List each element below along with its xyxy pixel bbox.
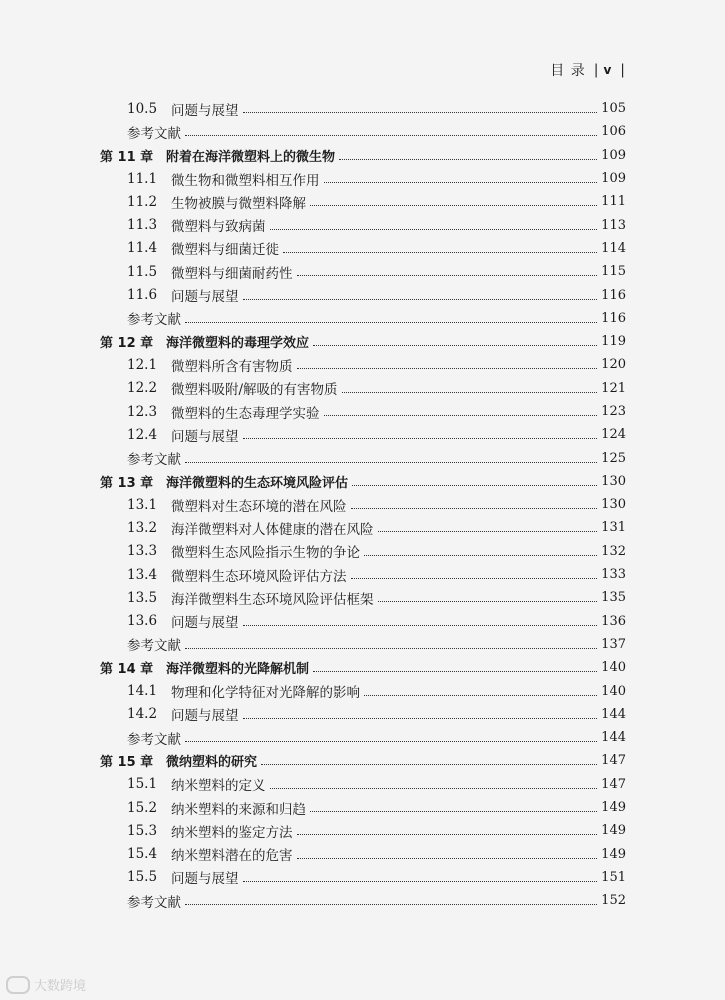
entry-title: 参考文献: [127, 452, 181, 469]
dot-leader: [270, 788, 598, 789]
header-label: 目 录: [550, 63, 586, 79]
section-number: 15.5: [127, 869, 158, 886]
section-number: 13.1: [127, 496, 158, 513]
entry-page-number: 115: [601, 264, 626, 280]
dot-leader: [297, 368, 598, 369]
toc-section-row[interactable]: [100, 843, 626, 866]
entry-title: 微塑料与致病菌: [171, 219, 266, 236]
toc-section-row[interactable]: [100, 97, 626, 120]
entry-page-number: 123: [601, 404, 626, 419]
section-number: 11.4: [127, 240, 158, 257]
entry-page-number: 151: [601, 869, 626, 885]
toc-section-row[interactable]: [100, 540, 626, 563]
dot-leader: [378, 601, 598, 602]
toc-section-row[interactable]: [100, 610, 626, 633]
toc-references-row[interactable]: [100, 726, 626, 749]
entry-page-number: 109: [601, 171, 626, 187]
section-number: 12.1: [127, 356, 158, 373]
toc-section-row[interactable]: [100, 679, 626, 702]
entry-page-number: 149: [601, 846, 626, 862]
entry-page-number: 149: [601, 823, 626, 839]
entry-title: 问题与展望: [171, 289, 239, 306]
toc-section-row[interactable]: [100, 213, 626, 236]
toc-section-row[interactable]: [100, 167, 626, 190]
toc-section-row[interactable]: [100, 377, 626, 400]
dot-leader: [243, 625, 598, 626]
toc-chapter-row[interactable]: [100, 144, 626, 167]
entry-page-number: 125: [601, 450, 626, 466]
dot-leader: [185, 322, 597, 323]
entry-title: 微纳塑料的研究: [166, 755, 258, 771]
entry-title: 微塑料的生态毒理学实验: [171, 405, 320, 422]
toc-section-row[interactable]: [100, 493, 626, 516]
section-number: 11.5: [127, 263, 158, 280]
entry-title: 微塑料对生态环境的潜在风险: [171, 498, 347, 515]
toc-chapter-row[interactable]: [100, 470, 626, 493]
toc-references-row[interactable]: [100, 633, 626, 656]
section-number: 10.5: [127, 100, 158, 117]
entry-title: 生物被膜与微塑料降解: [171, 195, 306, 212]
toc-section-row[interactable]: [100, 563, 626, 586]
toc-references-row[interactable]: [100, 889, 626, 912]
toc-section-row[interactable]: [100, 283, 626, 306]
watermark-logo-icon: [6, 976, 30, 994]
toc-references-row[interactable]: [100, 446, 626, 469]
section-number: 15.2: [127, 799, 158, 816]
entry-page-number: 149: [601, 800, 626, 816]
toc-section-row[interactable]: [100, 866, 626, 889]
dot-leader: [270, 229, 598, 230]
entry-page-number: 130: [601, 497, 626, 513]
entry-page-number: 114: [601, 240, 626, 256]
entry-title: 微塑料吸附/解吸的有害物质: [171, 382, 338, 399]
entry-title: 纳米塑料的鉴定方法: [171, 824, 293, 841]
entry-page-number: 124: [601, 427, 626, 443]
dot-leader: [310, 811, 597, 812]
entry-page-number: 106: [601, 124, 626, 140]
section-number: 12.3: [127, 403, 158, 420]
chapter-number: 第 14 章: [100, 662, 154, 678]
toc-references-row[interactable]: [100, 120, 626, 143]
dot-leader: [364, 695, 597, 696]
entry-title: 微塑料生态风险指示生物的争论: [171, 545, 360, 562]
entry-page-number: 109: [601, 147, 626, 163]
dot-leader: [185, 904, 597, 905]
toc-section-row[interactable]: [100, 586, 626, 609]
entry-page-number: 116: [601, 287, 626, 303]
section-number: 11.1: [127, 170, 158, 187]
header-separator: |: [593, 62, 600, 78]
dot-leader: [324, 415, 598, 416]
dot-leader: [261, 764, 597, 765]
entry-title: 问题与展望: [171, 428, 239, 445]
entry-page-number: 120: [601, 357, 626, 373]
dot-leader: [185, 741, 597, 742]
chapter-number: 第 12 章: [100, 336, 154, 352]
section-number: 14.1: [127, 683, 158, 700]
entry-title: 问题与展望: [171, 615, 239, 632]
dot-leader: [185, 135, 597, 136]
entry-title: 微生物和微塑料相互作用: [171, 172, 320, 189]
dot-leader: [297, 834, 598, 835]
entry-title: 问题与展望: [171, 102, 239, 119]
section-number: 11.6: [127, 287, 158, 304]
dot-leader: [310, 205, 597, 206]
entry-page-number: 133: [601, 567, 626, 583]
toc-section-row[interactable]: [100, 819, 626, 842]
toc-section-row[interactable]: [100, 237, 626, 260]
toc-section-row[interactable]: [100, 260, 626, 283]
section-number: 13.4: [127, 566, 158, 583]
entry-title: 物理和化学特征对光降解的影响: [171, 685, 360, 702]
entry-page-number: 152: [601, 893, 626, 909]
entry-title: 海洋微塑料生态环境风险评估框架: [171, 591, 374, 608]
toc-section-row[interactable]: [100, 773, 626, 796]
dot-leader: [185, 462, 597, 463]
running-header: [550, 60, 630, 80]
dot-leader: [324, 182, 598, 183]
dot-leader: [364, 555, 597, 556]
entry-title: 参考文献: [127, 312, 181, 329]
section-number: 13.3: [127, 543, 158, 560]
toc-references-row[interactable]: [100, 307, 626, 330]
toc-chapter-row[interactable]: [100, 749, 626, 772]
toc-chapter-row[interactable]: [100, 330, 626, 353]
entry-page-number: 147: [601, 753, 626, 769]
entry-page-number: 137: [601, 636, 626, 652]
entry-title: 问题与展望: [171, 871, 239, 888]
entry-title: 微塑料与细菌耐药性: [171, 265, 293, 282]
entry-title: 微塑料生态环境风险评估方法: [171, 568, 347, 585]
entry-page-number: 132: [601, 543, 626, 559]
section-number: 15.4: [127, 846, 158, 863]
entry-page-number: 113: [601, 217, 626, 233]
dot-leader: [378, 531, 598, 532]
dot-leader: [243, 438, 598, 439]
toc-chapter-row[interactable]: [100, 656, 626, 679]
section-number: 14.2: [127, 706, 158, 723]
watermark: [6, 975, 86, 994]
section-number: 13.2: [127, 519, 158, 536]
entry-title: 附着在海洋微塑料上的微生物: [166, 149, 336, 165]
section-number: 13.6: [127, 613, 158, 630]
entry-title: 海洋微塑料的生态环境风险评估: [166, 475, 349, 491]
watermark-text: 大数跨境: [34, 979, 87, 994]
entry-page-number: 136: [601, 613, 626, 629]
dot-leader: [243, 112, 598, 113]
entry-page-number: 130: [601, 473, 626, 489]
dot-leader: [351, 508, 598, 509]
dot-leader: [342, 392, 598, 393]
dot-leader: [243, 718, 598, 719]
toc-section-row[interactable]: [100, 516, 626, 539]
entry-title: 纳米塑料的来源和归趋: [171, 801, 306, 818]
toc-section-row[interactable]: [100, 703, 626, 726]
entry-title: 微塑料与细菌迁徙: [171, 242, 279, 259]
section-number: 11.3: [127, 217, 158, 234]
entry-title: 海洋微塑料的光降解机制: [166, 662, 310, 678]
entry-title: 参考文献: [127, 125, 181, 142]
entry-title: 问题与展望: [171, 708, 239, 725]
entry-title: 微塑料所含有害物质: [171, 358, 293, 375]
header-separator-end: |: [620, 62, 626, 78]
dot-leader: [313, 345, 597, 346]
entry-page-number: 147: [601, 776, 626, 792]
entry-page-number: 121: [601, 380, 626, 396]
section-number: 12.4: [127, 426, 158, 443]
entry-title: 参考文献: [127, 638, 181, 655]
dot-leader: [283, 252, 597, 253]
dot-leader: [313, 671, 597, 672]
chapter-number: 第 11 章: [100, 149, 154, 165]
entry-page-number: 119: [601, 334, 626, 350]
entry-title: 纳米塑料潜在的危害: [171, 848, 293, 865]
table-of-contents: [100, 97, 626, 912]
section-number: 11.2: [127, 193, 158, 210]
entry-title: 纳米塑料的定义: [171, 778, 266, 795]
dot-leader: [185, 648, 597, 649]
entry-title: 海洋微塑料的毒理学效应: [166, 336, 310, 352]
toc-section-row[interactable]: [100, 796, 626, 819]
entry-page-number: 144: [601, 730, 626, 746]
toc-section-row[interactable]: [100, 400, 626, 423]
chapter-number: 第 13 章: [100, 475, 154, 491]
toc-section-row[interactable]: [100, 190, 626, 213]
dot-leader: [352, 485, 597, 486]
entry-title: 参考文献: [127, 731, 181, 748]
entry-title: 海洋微塑料对人体健康的潜在风险: [171, 521, 374, 538]
section-number: 15.1: [127, 776, 158, 793]
entry-page-number: 135: [601, 590, 626, 606]
entry-page-number: 105: [601, 101, 626, 117]
dot-leader: [297, 275, 598, 276]
dot-leader: [339, 159, 597, 160]
toc-section-row[interactable]: [100, 423, 626, 446]
entry-page-number: 140: [601, 660, 626, 676]
section-number: 15.3: [127, 822, 158, 839]
entry-page-number: 140: [601, 683, 626, 699]
dot-leader: [243, 881, 598, 882]
entry-page-number: 111: [601, 194, 626, 210]
entry-title: 参考文献: [127, 894, 181, 911]
dot-leader: [297, 858, 598, 859]
entry-page-number: 116: [601, 310, 626, 326]
chapter-number: 第 15 章: [100, 755, 154, 771]
toc-section-row[interactable]: [100, 353, 626, 376]
entry-page-number: 144: [601, 706, 626, 722]
entry-page-number: 131: [601, 520, 626, 536]
section-number: 13.5: [127, 589, 158, 606]
dot-leader: [243, 299, 598, 300]
section-number: 12.2: [127, 380, 158, 397]
header-page-number: v: [603, 63, 613, 77]
dot-leader: [351, 578, 598, 579]
